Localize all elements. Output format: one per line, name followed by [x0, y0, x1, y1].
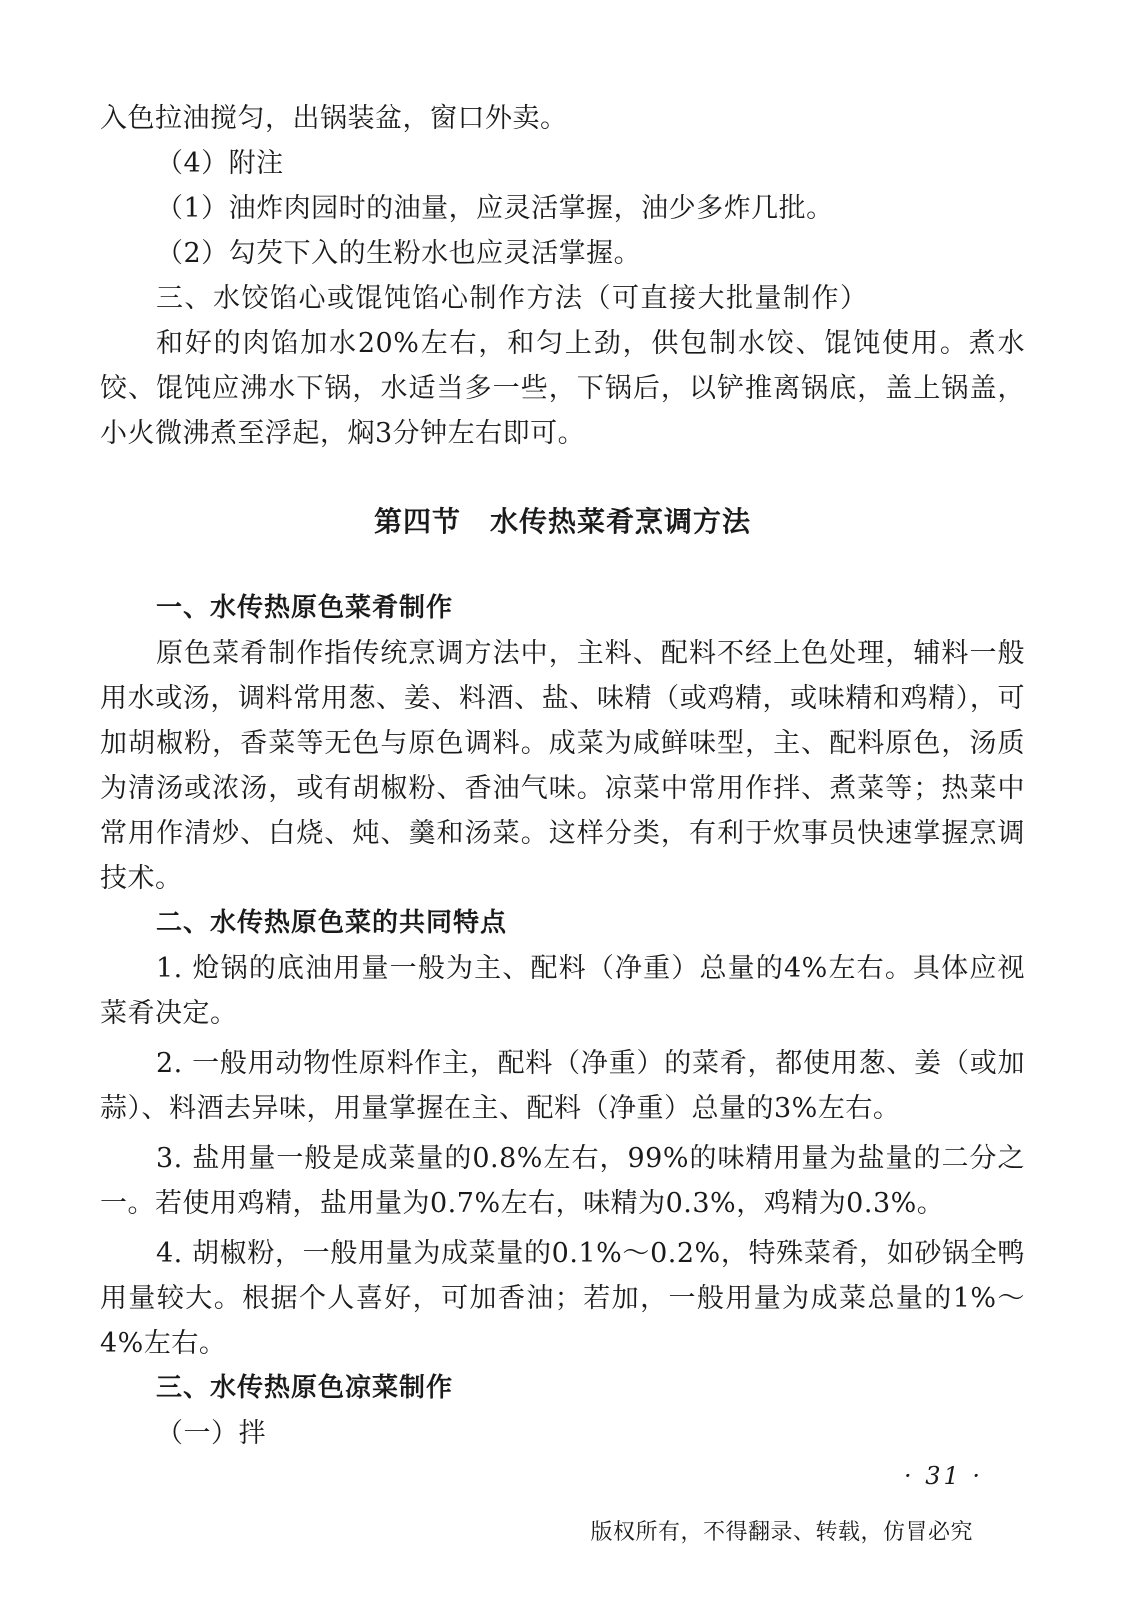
heading-part-1: 一、水传热原色菜肴制作	[156, 593, 454, 623]
list-item-4: 4. 胡椒粉，一般用量为成菜量的0.1%～0.2%，特殊菜肴，如砂锅全鸭用量较大。根据个人喜好，可加香油；若加，一般用量为成菜总量的1%～4%左右。	[100, 1238, 1025, 1359]
note-item-2: （2）勾芡下入的生粉水也应灵活掌握。	[156, 238, 642, 269]
heading-part-3: 三、水传热原色凉菜制作	[156, 1373, 454, 1403]
note-heading: （4）附注	[156, 148, 284, 179]
list-item-3: 3. 盐用量一般是成菜量的0.8%左右，99%的味精用量为盐量的二分之一。若使用鸡精，盐用量为0.7%左右，味精为0.3%，鸡精为0.3%。	[100, 1143, 1025, 1219]
note-item-1: （1）油炸肉园时的油量，应灵活掌握，油少多炸几批。	[156, 193, 834, 224]
page-content	[100, 96, 1025, 1456]
paragraph-dumpling-filling: 和好的肉馅加水20%左右，和匀上劲，供包制水饺、馄饨使用。煮水饺、馄饨应沸水下锅，水适当多一些，下锅后，以铲推离锅底，盖上锅盖，小火微沸煮至浮起，焖3分钟左右即可。	[100, 328, 1025, 449]
section-title: 第四节 水传热菜肴烹调方法	[373, 505, 751, 538]
list-item-2: 2. 一般用动物性原料作主，配料（净重）的菜肴，都使用葱、姜（或加蒜）、料酒去异味，用量掌握在主、配料（净重）总量的3%左右。	[100, 1048, 1025, 1124]
copyright-notice: 版权所有，不得翻录、转载，仿冒必究	[590, 1520, 973, 1545]
heading-part-2: 二、水传热原色菜的共同特点	[156, 908, 508, 938]
text-line-1: 入色拉油搅匀，出锅装盆，窗口外卖。	[100, 103, 568, 134]
list-item-1: 1. 炝锅的底油用量一般为主、配料（净重）总量的4%左右。具体应视菜肴决定。	[100, 953, 1025, 1029]
paragraph-part-1: 原色菜肴制作指传统烹调方法中，主料、配料不经上色处理，辅料一般用水或汤，调料常用葱、姜、料酒、盐、味精（或鸡精，或味精和鸡精），可加胡椒粉，香菜等无色与原色调料。成菜为咸鲜味型，主、配料原色，汤质为清汤或浓汤，或有胡椒粉、香油气味。凉菜中常用作拌、煮菜等；热菜中常用作清炒、白烧、炖、羹和汤菜。这样分类，有利于炊事员快速掌握烹调技术。	[100, 638, 1025, 894]
page-number: · 31 ·	[903, 1462, 983, 1490]
subsection-heading-3: 三、水饺馅心或馄饨馅心制作方法（可直接大批量制作）	[156, 283, 869, 314]
subheading-mix: （一）拌	[156, 1418, 266, 1449]
